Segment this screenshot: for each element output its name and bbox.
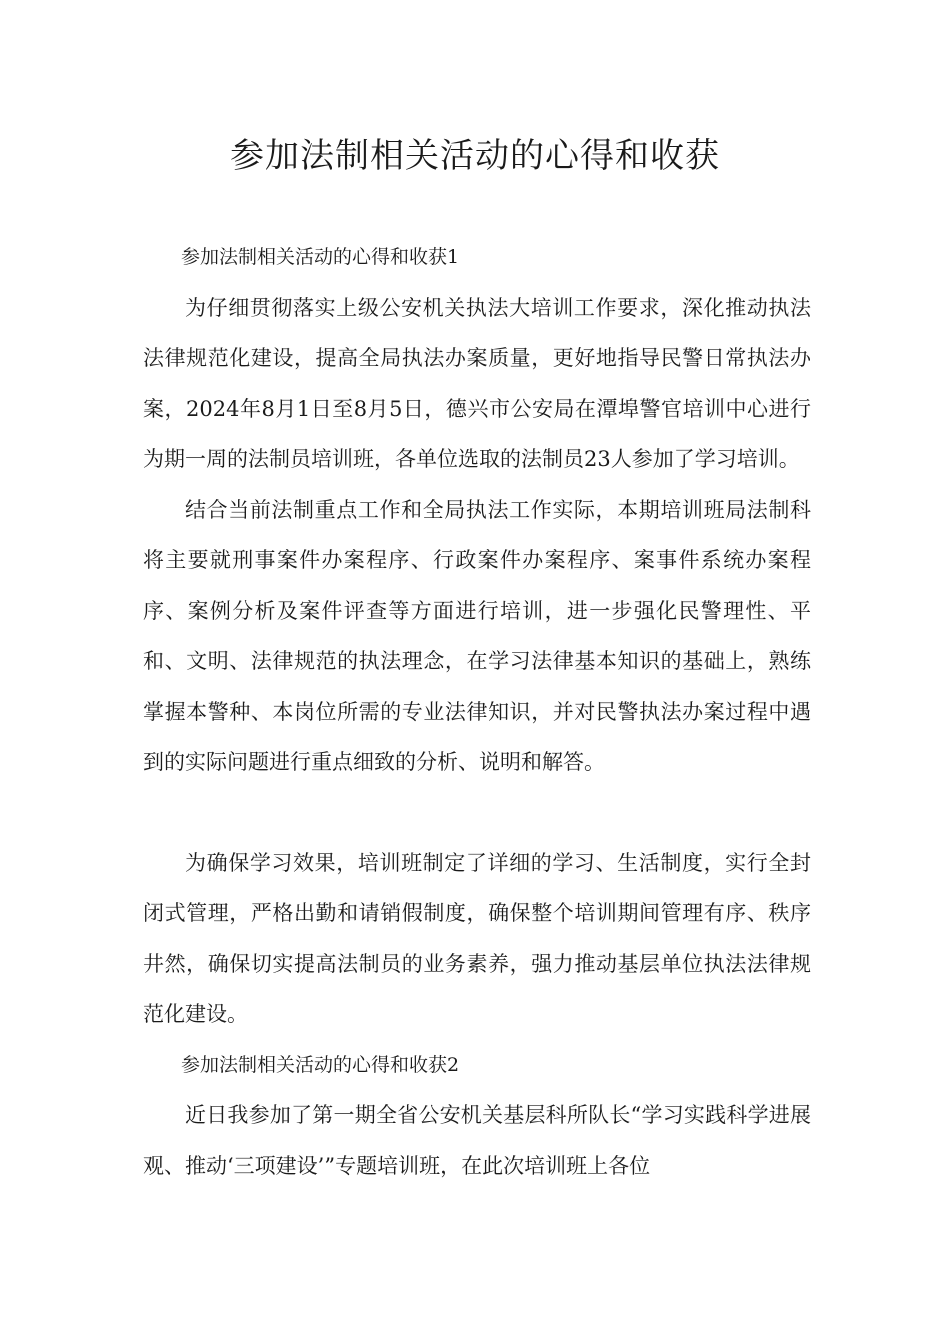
document-body: [143, 232, 811, 1191]
paragraph: 为仔细贯彻落实上级公安机关执法大培训工作要求，深化推动执法法律规范化建设，提高全局执法办案质量，更好地指导民警日常执法办案，2024年8月1日至8月5日，德兴市公安局在潭埠警官培训中心进行为期一周的法制员培训班，各单位选取的法制员23人参加了学习培训。: [143, 295, 811, 471]
paragraph: 为确保学习效果，培训班制定了详细的学习、生活制度，实行全封闭式管理，严格出勤和请销假制度，确保整个培训期间管理有序、秩序井然，确保切实提高法制员的业务素养，强力推动基层单位执法法律规范化建设。: [143, 850, 811, 1026]
paragraph: 近日我参加了第一期全省公安机关基层科所队长“学习实践科学进展观、推动‘三项建设’”专题培训班，在此次培训班上各位: [143, 1103, 811, 1178]
section-heading: 参加法制相关活动的心得和收获1: [181, 246, 460, 268]
blank-line: [143, 788, 811, 838]
document-title: 参加法制相关活动的心得和收获: [230, 136, 720, 176]
section-heading: 参加法制相关活动的心得和收获2: [181, 1053, 460, 1076]
paragraph: 结合当前法制重点工作和全局执法工作实际，本期培训班局法制科将主要就刑事案件办案程序、行政案件办案程序、案事件系统办案程序、案例分析及案件评查等方面进行培训，进一步强化民警理性、平和、文明、法律规范的执法理念，在学习法律基本知识的基础上，熟练掌握本警种、本岗位所需的专业法律知识，并对民警执法办案过程中遇到的实际问题进行重点细致的分析、说明和解答。: [143, 497, 811, 774]
